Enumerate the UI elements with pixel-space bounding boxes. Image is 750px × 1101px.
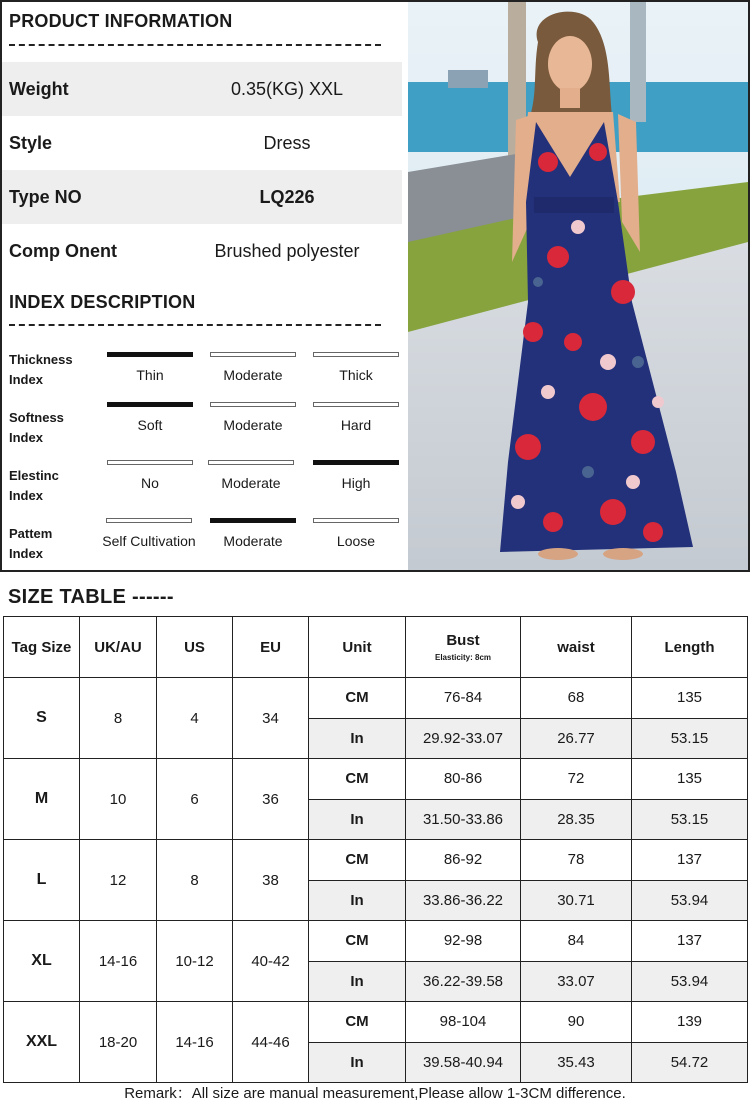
product-info-panel xyxy=(2,2,406,570)
waist-cell: 35.43 xyxy=(521,1042,632,1083)
index-option: Moderate xyxy=(209,518,297,549)
product-photo xyxy=(408,2,748,570)
length-cell: 53.94 xyxy=(632,880,748,921)
waist-cell: 78 xyxy=(521,840,632,881)
table-row xyxy=(4,1002,748,1043)
index-bar xyxy=(210,402,296,407)
waist-cell: 90 xyxy=(521,1002,632,1043)
bust-cell: 33.86-36.22 xyxy=(406,880,521,921)
info-row-style xyxy=(2,116,402,170)
length-cell: 53.15 xyxy=(632,718,748,759)
index-option: Moderate xyxy=(209,402,297,433)
bust-cell: 98-104 xyxy=(406,1002,521,1043)
remark-note: Remark：All size are manual measurement,Please allow 1-3CM difference. xyxy=(124,1085,626,1101)
index-bar xyxy=(313,518,399,523)
info-key: Type NO xyxy=(9,186,82,207)
size-eu: 38 xyxy=(233,840,309,921)
index-option: Moderate xyxy=(207,460,295,491)
length-cell: 53.15 xyxy=(632,799,748,840)
index-bar xyxy=(313,352,399,357)
index-bar xyxy=(106,518,192,523)
length-cell: 137 xyxy=(632,840,748,881)
size-us: 8 xyxy=(157,840,233,921)
size-table xyxy=(3,616,748,1083)
waist-cell: 68 xyxy=(521,678,632,719)
index-bar-selected xyxy=(313,460,399,465)
unit-cell: In xyxy=(309,880,406,921)
bust-cell: 86-92 xyxy=(406,840,521,881)
index-option: Loose xyxy=(312,518,400,549)
size-tag: L xyxy=(4,840,80,921)
waist-cell: 30.71 xyxy=(521,880,632,921)
unit-cell: In xyxy=(309,1042,406,1083)
index-bar xyxy=(210,352,296,357)
size-eu: 44-46 xyxy=(233,1002,309,1083)
size-tag: XL xyxy=(4,921,80,1002)
info-value: 0.35(KG) XXL xyxy=(230,78,344,99)
info-key: Weight xyxy=(9,78,69,99)
length-cell: 139 xyxy=(632,1002,748,1043)
size-us: 14-16 xyxy=(157,1002,233,1083)
index-row-elasticity xyxy=(2,462,406,518)
info-value: LQ226 xyxy=(259,186,315,207)
index-option: Thick xyxy=(312,352,400,383)
bust-cell: 80-86 xyxy=(406,759,521,800)
index-option: Self Cultivation xyxy=(101,518,197,549)
index-label: Elestinc Index xyxy=(9,468,59,503)
header-cell: US xyxy=(157,617,233,678)
index-bar xyxy=(313,402,399,407)
header-cell: Tag Size xyxy=(4,617,80,678)
waist-cell: 26.77 xyxy=(521,718,632,759)
index-label: Pattem Index xyxy=(9,526,53,561)
product-info-title: PRODUCT INFORMATION xyxy=(9,11,233,31)
info-row-type-no xyxy=(2,170,402,224)
info-row-weight xyxy=(2,62,402,116)
divider xyxy=(9,324,381,326)
table-row xyxy=(4,678,748,719)
size-tag: M xyxy=(4,759,80,840)
unit-cell: CM xyxy=(309,678,406,719)
divider xyxy=(9,44,381,46)
header-cell-bust: Bust Elasticity: 8cm xyxy=(406,617,521,678)
index-bar-selected xyxy=(107,402,193,407)
info-value: Brushed polyester xyxy=(214,240,360,261)
index-row-pattern xyxy=(2,520,406,576)
bust-cell: 92-98 xyxy=(406,921,521,962)
index-row-thickness xyxy=(2,346,406,402)
info-value: Dress xyxy=(263,132,311,153)
bust-cell: 36.22-39.58 xyxy=(406,961,521,1002)
table-row xyxy=(4,759,748,800)
waist-cell: 72 xyxy=(521,759,632,800)
info-key: Style xyxy=(9,132,53,153)
size-uk: 10 xyxy=(80,759,157,840)
index-option: High xyxy=(312,460,400,491)
size-uk: 8 xyxy=(80,678,157,759)
table-row xyxy=(4,921,748,962)
unit-cell: CM xyxy=(309,840,406,881)
header-cell: Length xyxy=(632,617,748,678)
info-key: Comp Onent xyxy=(9,240,117,261)
waist-cell: 33.07 xyxy=(521,961,632,1002)
unit-cell: CM xyxy=(309,759,406,800)
index-option: No xyxy=(106,460,194,491)
header-cell: UK/AU xyxy=(80,617,157,678)
size-uk: 14-16 xyxy=(80,921,157,1002)
index-label: Softness Index xyxy=(9,410,64,445)
size-us: 6 xyxy=(157,759,233,840)
bust-cell: 76-84 xyxy=(406,678,521,719)
index-option: Thin xyxy=(106,352,194,383)
index-bar-selected xyxy=(107,352,193,357)
index-bar xyxy=(107,460,193,465)
header-cell: EU xyxy=(233,617,309,678)
length-cell: 137 xyxy=(632,921,748,962)
waist-cell: 28.35 xyxy=(521,799,632,840)
info-row-component xyxy=(2,224,402,278)
size-uk: 18-20 xyxy=(80,1002,157,1083)
size-us: 10-12 xyxy=(157,921,233,1002)
index-label: Thickness Index xyxy=(9,352,73,387)
bust-cell: 39.58-40.94 xyxy=(406,1042,521,1083)
length-cell: 54.72 xyxy=(632,1042,748,1083)
index-option: Moderate xyxy=(209,352,297,383)
size-table-header xyxy=(4,617,748,678)
size-us: 4 xyxy=(157,678,233,759)
waist-cell: 84 xyxy=(521,921,632,962)
length-cell: 135 xyxy=(632,759,748,800)
header-cell: waist xyxy=(521,617,632,678)
bust-cell: 31.50-33.86 xyxy=(406,799,521,840)
bust-cell: 29.92-33.07 xyxy=(406,718,521,759)
length-cell: 135 xyxy=(632,678,748,719)
index-option: Soft xyxy=(106,402,194,433)
index-option: Hard xyxy=(312,402,400,433)
model-dress-illustration xyxy=(408,2,748,570)
unit-cell: CM xyxy=(309,921,406,962)
size-eu: 34 xyxy=(233,678,309,759)
unit-cell: CM xyxy=(309,1002,406,1043)
table-row xyxy=(4,840,748,881)
size-uk: 12 xyxy=(80,840,157,921)
size-eu: 40-42 xyxy=(233,921,309,1002)
size-table-title: SIZE TABLE ------ xyxy=(8,586,174,608)
unit-cell: In xyxy=(309,799,406,840)
header-cell: Unit xyxy=(309,617,406,678)
length-cell: 53.94 xyxy=(632,961,748,1002)
unit-cell: In xyxy=(309,961,406,1002)
index-bar xyxy=(208,460,294,465)
size-tag: S xyxy=(4,678,80,759)
index-description-title: INDEX DESCRIPTION xyxy=(9,292,196,312)
index-row-softness xyxy=(2,404,406,460)
index-bar-selected xyxy=(210,518,296,523)
size-eu: 36 xyxy=(233,759,309,840)
size-tag: XXL xyxy=(4,1002,80,1083)
unit-cell: In xyxy=(309,718,406,759)
